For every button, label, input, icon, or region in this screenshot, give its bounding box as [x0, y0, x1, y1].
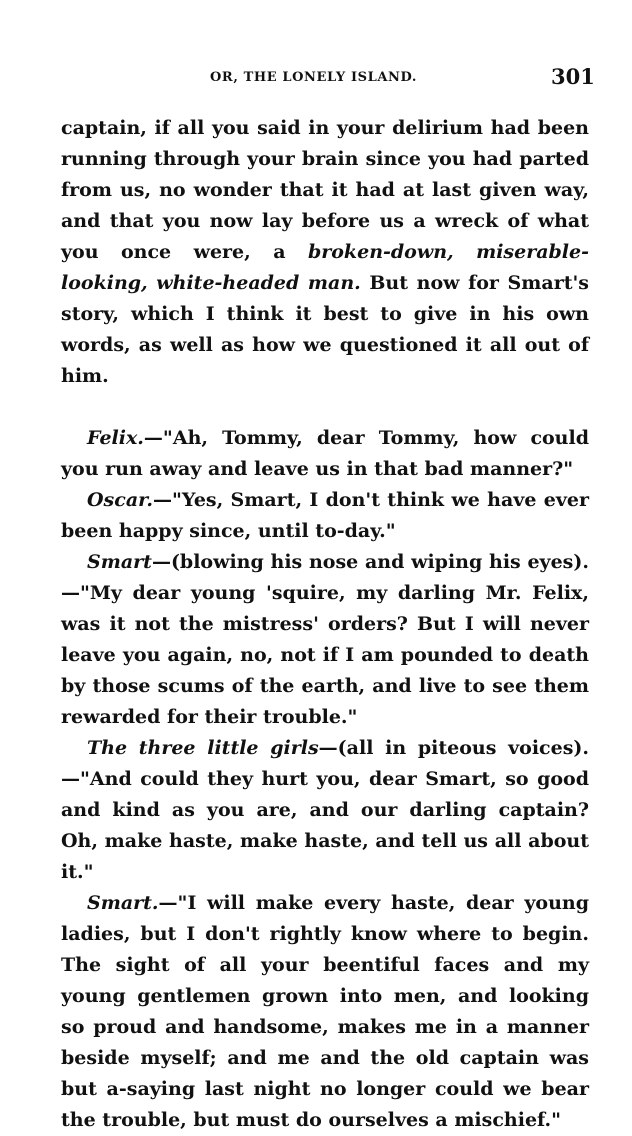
dialogue-text: —(all in piteous voices).—"And could they hurt you, dear Smart, so good and kind as you are, and our darling captain? Oh, make haste, make haste, and tell us all about it." — [61, 737, 589, 883]
opening-text-b: But now for Smart's story, which I think it best to give in his own words, as well as how we questioned it all out of him. — [61, 272, 589, 387]
dialogue-paragraph-oscar — [61, 485, 589, 547]
opening-text-italic: broken-down, miserable-looking, white-headed man. — [61, 241, 589, 294]
page-number: 301 — [551, 64, 595, 89]
speaker-name: Smart. — [87, 892, 159, 914]
dialogue-paragraph-felix — [61, 423, 589, 485]
speaker-name: Oscar. — [87, 489, 154, 511]
running-title: OR, THE LONELY ISLAND. — [210, 70, 418, 85]
dialogue-text: —(blowing his nose and wiping his eyes).—"My dear young 'squire, my darling Mr. Felix, was it not the mistress' orders? But I will never leave you again, no, not if I am pounded to death by those scums of the earth, and live to see them rewarded for their trouble." — [61, 551, 589, 728]
dialogue-text: —"Yes, Smart, I don't think we have ever been happy since, until to-day." — [61, 489, 589, 542]
dialogue-paragraph-girls — [61, 733, 589, 888]
dialogue-paragraph-smart — [61, 547, 589, 733]
opening-text-a: captain, if all you said in your delirium had been running through your brain since you had parted from us, no wonder that it had at last given way, and that you now lay before us a wreck of what you once were, a — [61, 117, 589, 263]
body-text — [61, 113, 589, 1136]
speaker-name: The three little girls — [87, 737, 319, 759]
opening-paragraph — [61, 113, 589, 392]
speaker-name: Smart — [87, 551, 152, 573]
dialogue-text: —"Ah, Tommy, dear Tommy, how could you run away and leave us in that bad manner?" — [61, 427, 589, 480]
page-header — [0, 64, 632, 94]
dialogue-paragraph-smart-2 — [61, 888, 589, 1136]
dialogue-text: —"I will make every haste, dear young ladies, but I don't rightly know where to begin. The sight of all your beentiful faces and my young gentlemen grown into men, and looking so proud and handsome, makes me in a manner beside myself; and me and the old captain was but a-saying last night no longer could we bear the trouble, but must do ourselves a mischief." — [61, 892, 589, 1131]
speaker-name: Felix. — [87, 427, 144, 449]
